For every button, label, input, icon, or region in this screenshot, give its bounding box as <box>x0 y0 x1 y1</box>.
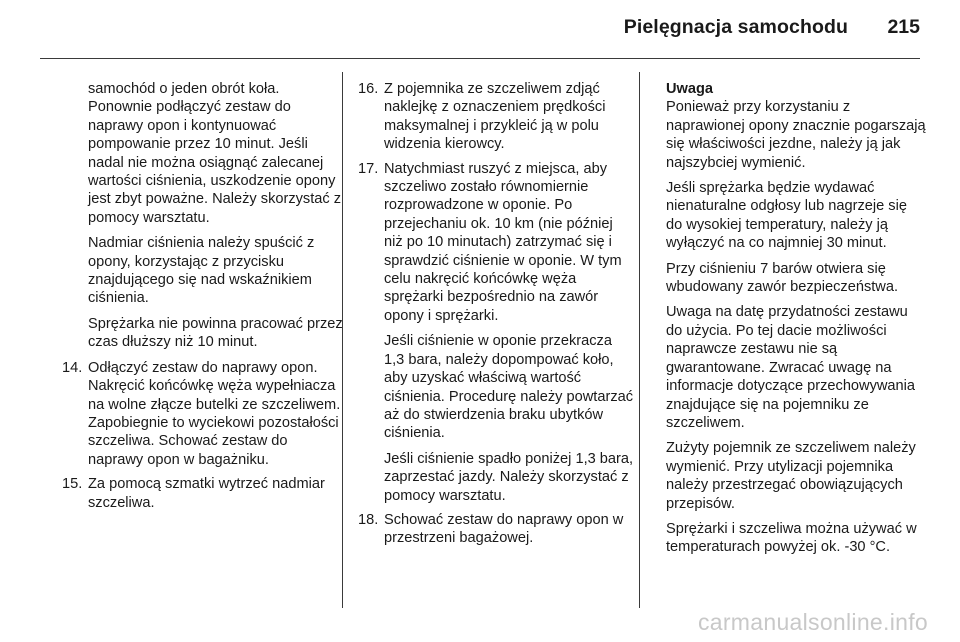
note-title: Uwaga <box>666 81 714 97</box>
list-item-text: Schować zestaw do naprawy opon w przestrzeni bagażowej. <box>384 511 624 547</box>
paragraph: samochód o jeden obrót koła. Ponownie podłączyć zestaw do naprawy opon i kontynuować pompowanie przez 10 minut. Jeśli nadal nie można osiągnąć zalecanej wartości ciśnienia, uszkodzenie opony jest zbyt poważne. Należy skorzystać z pomocy warsztatu. <box>88 81 342 226</box>
watermark: carmanualsonline.info <box>697 609 928 635</box>
page-number: 215 <box>887 16 920 38</box>
list-item-15 <box>62 475 344 512</box>
column-divider-2 <box>639 72 640 608</box>
paragraph: Przy ciśnieniu 7 barów otwiera się wbudowany zawór bezpieczeństwa. <box>666 260 899 296</box>
list-item-18 <box>358 511 634 548</box>
list-item-text: Za pomocą szmatki wytrzeć nadmiar szczeliwa. <box>88 476 325 511</box>
list-item-text: Jeśli ciśnienie spadło poniżej 1,3 bara, zaprzestać jazdy. Należy skorzystać z pomocy warsztatu. <box>384 450 634 504</box>
list-number: 17. <box>358 160 379 177</box>
column-3 <box>666 80 926 564</box>
list-number: 15. <box>62 476 83 493</box>
list-number: 14. <box>62 359 83 376</box>
paragraph: Sprężarka nie powinna pracować przez czas dłuższy niż 10 minut. <box>88 315 343 351</box>
paragraph: Sprężarki i szczeliwa można używać w temperaturach powyżej ok. -30 °C. <box>666 520 917 556</box>
list-item-14 <box>62 359 344 469</box>
note-text: Ponieważ przy korzystaniu z naprawionej opony znacznie pogarszają się właściwości jezdne, należy ją jak najszybciej wymienić. <box>666 99 926 171</box>
list-item-text: Natychmiast ruszyć z miejsca, aby szczeliwo zostało równomiernie rozprowadzone w oponie. Po przejechaniu ok. 10 km (nie później niż po 10 minutach) zatrzymać się i sprawdzić ciśnienie w oponie. W tym celu nakręcić końcówkę węża sprężarki bezpośrednio na zawór opony i sprężarki. <box>384 160 622 324</box>
section-title: Pielęgnacja samochodu <box>623 16 848 38</box>
list-number: 18. <box>358 511 379 528</box>
list-item-text: Z pojemnika ze szczeliwem zdjąć naklejkę z oznaczeniem prędkości maksymalnej i przykleić ją w polu widzenia kierowcy. <box>384 81 606 153</box>
column-2 <box>358 80 634 554</box>
list-number: 16. <box>358 81 379 97</box>
column-1 <box>62 80 344 518</box>
header-divider <box>40 58 920 59</box>
list-item-text: Odłączyć zestaw do naprawy opon. Nakręcić końcówkę węża wypełniacza na wolne złącze butelki ze szczeliwem. Zapobiegnie to wyciekowi pozostałości szczeliwa. Schować zestaw do naprawy opon w bagażniku. <box>88 359 341 468</box>
list-item-text: Jeśli ciśnienie w oponie przekracza 1,3 bara, należy dopompować koło, aby uzyskać właściwą wartość ciśnienia. Procedurę należy powtarzać aż do stwierdzenia braku ubytków ciśnienia. <box>384 333 634 442</box>
page-header <box>0 0 960 60</box>
paragraph: Nadmiar ciśnienia należy spuścić z opony, korzystając z przycisku znajdującego się nad wskaźnikiem ciśnienia. <box>88 235 315 307</box>
list-item-16 <box>358 80 634 154</box>
paragraph: Zużyty pojemnik ze szczeliwem należy wymienić. Przy utylizacji pojemnika należy przestrzegać obowiązujących przepisów. <box>666 440 916 512</box>
paragraph: Uwaga na datę przydatności zestawu do użycia. Po tej dacie możliwości naprawcze zestawu nie są gwarantowane. Zwracać uwagę na informacje dotyczące przechowywania znajdujące się na pojemniku ze szczeliwem. <box>666 304 916 431</box>
paragraph: Jeśli sprężarka będzie wydawać nienaturalne odgłosy lub nagrzeje się do wysokiej temperatury, należy ją wyłączyć na co najmniej 30 minut. <box>666 180 907 252</box>
list-item-17 <box>358 160 634 505</box>
